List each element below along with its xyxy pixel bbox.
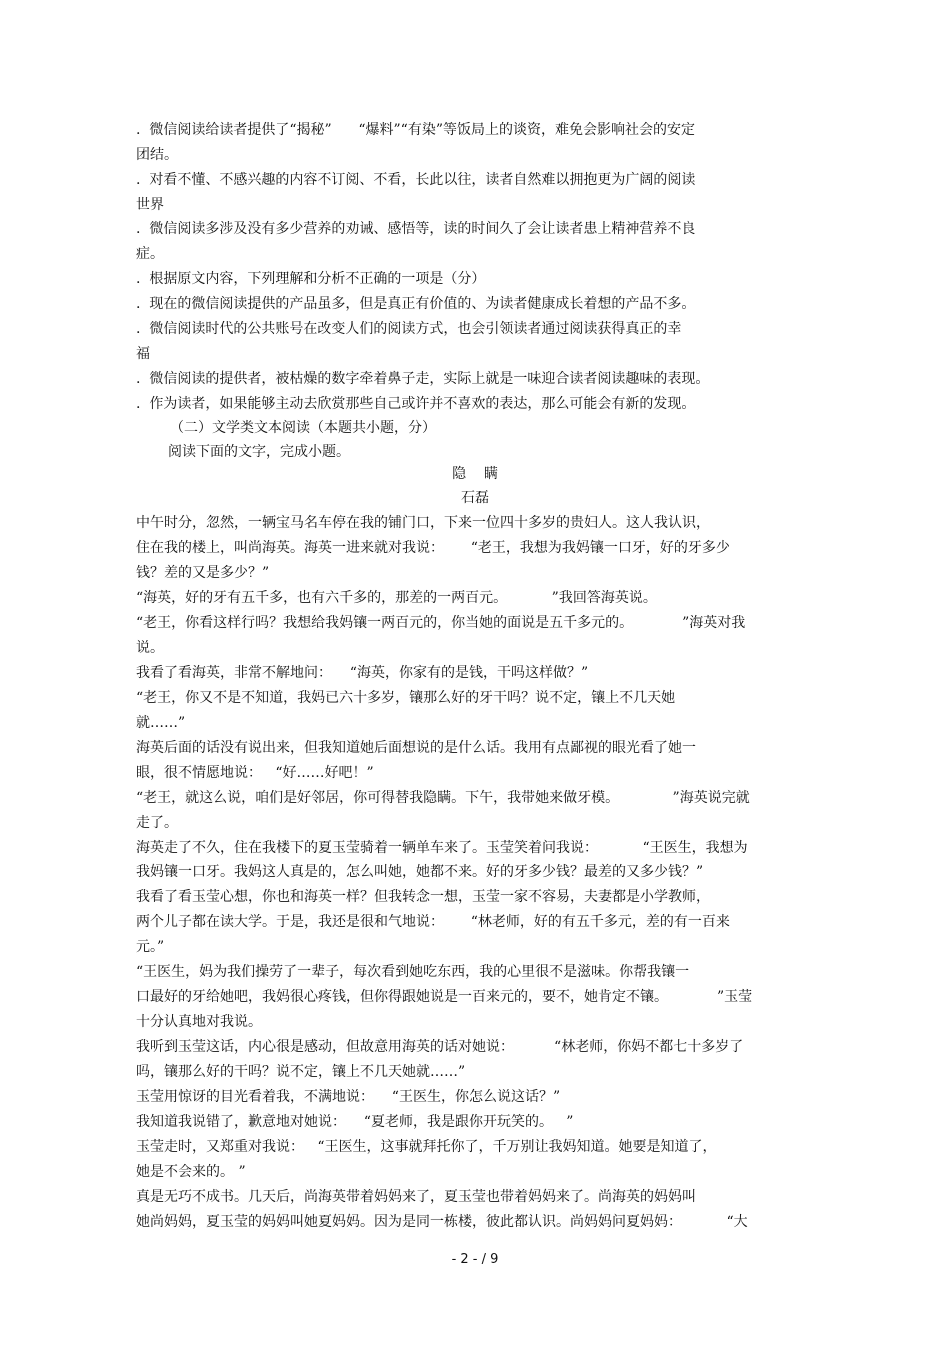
text-line: 她是不会来的。 ” bbox=[136, 1164, 246, 1180]
text-line: 隐 瞒 bbox=[452, 466, 498, 482]
text-line: 元。” bbox=[136, 939, 165, 955]
text-line: 走了。 bbox=[136, 815, 178, 831]
text-line: “王医生，妈为我们操劳了一辈子，每次看到她吃东西，我的心里很不是滋味。你帮我镶一 bbox=[136, 964, 690, 980]
text-line: 我听到玉莹这话，内心很是感动，但故意用海英的话对她说： “林老师，你妈不都七十多岁了 bbox=[136, 1039, 744, 1055]
text-line: 玉莹走时，又郑重对我说： “王医生，这事就拜托你了，千万别让我妈知道。她要是知道了， bbox=[136, 1139, 717, 1155]
text-line: 团结。 bbox=[136, 147, 178, 163]
text-line: . 现在的微信阅读提供的产品虽多，但是真正有价值的、为读者健康成长着想的产品不多。 bbox=[136, 296, 696, 312]
text-line: 住在我的楼上，叫尚海英。海英一进来就对我说： “老王，我想为我妈镶一口牙，好的牙多少 bbox=[136, 540, 730, 556]
text-line: 眼，很不情愿地说： “好……好吧！” bbox=[136, 765, 374, 781]
text-line: 十分认真地对我说。 bbox=[136, 1014, 262, 1030]
text-line: 海英走了不久，住在我楼下的夏玉莹骑着一辆单车来了。玉莹笑着问我说： “王医生，我想为 bbox=[136, 840, 748, 856]
text-line: . 对看不懂、不感兴趣的内容不订阅、不看，长此以往，读者自然难以拥抱更为广阔的阅读 bbox=[136, 172, 696, 188]
text-line: 我看了看玉莹心想，你也和海英一样？但我转念一想，玉莹一家不容易，夫妻都是小学教师， bbox=[136, 889, 710, 905]
text-line: （二）文学类文本阅读（本题共小题，分） bbox=[170, 420, 436, 436]
text-line: 口最好的牙给她吧，我妈很心疼钱，但你得跟她说是一百来元的，要不，她肯定不镶。 ”玉莹 bbox=[136, 989, 753, 1005]
text-line: 真是无巧不成书。几天后，尚海英带着妈妈来了，夏玉莹也带着妈妈来了。尚海英的妈妈叫 bbox=[136, 1189, 696, 1205]
text-line: “老王，你又不是不知道，我妈已六十多岁，镶那么好的牙干吗？说不定，镶上不几天她 bbox=[136, 690, 676, 706]
text-line: “老王，就这么说，咱们是好邻居，你可得替我隐瞒。下午，我带她来做牙模。 ”海英说完就 bbox=[136, 790, 750, 806]
text-line: 阅读下面的文字，完成小题。 bbox=[168, 444, 350, 460]
text-line: 她尚妈妈，夏玉莹的妈妈叫她夏妈妈。因为是同一栋楼，彼此都认识。尚妈妈问夏妈妈： “大 bbox=[136, 1214, 748, 1230]
text-line: 吗，镶那么好的干吗？说不定，镶上不几天她就……” bbox=[136, 1064, 466, 1080]
text-line: “老王，你看这样行吗？我想给我妈镶一两百元的，你当她的面说是五千多元的。 ”海英对我 bbox=[136, 615, 746, 631]
text-line: . 微信阅读时代的公共账号在改变人们的阅读方式，也会引领读者通过阅读获得真正的幸 bbox=[136, 321, 682, 337]
text-line: . 根据原文内容，下列理解和分析不正确的一项是（分） bbox=[136, 271, 486, 287]
text-line: 我看了看海英，非常不解地问： “海英，你家有的是钱，干吗这样做？” bbox=[136, 665, 589, 681]
text-line: 钱？差的又是多少？” bbox=[136, 565, 270, 581]
text-line: 中午时分，忽然，一辆宝马名车停在我的铺门口，下来一位四十多岁的贵妇人。这人我认识， bbox=[136, 515, 710, 531]
text-line: 玉莹用惊讶的目光看着我，不满地说： “王医生，你怎么说这话？” bbox=[136, 1089, 561, 1105]
text-line: “海英，好的牙有五千多，也有六千多的，那差的一两百元。 ”我回答海英说。 bbox=[136, 590, 657, 606]
text-line: 症。 bbox=[136, 246, 164, 262]
text-line: . 微信阅读的提供者，被枯燥的数字牵着鼻子走，实际上就是一味迎合读者阅读趣味的表现。 bbox=[136, 371, 710, 387]
text-line: . 微信阅读给读者提供了“揭秘” “爆料”“有染”等饭局上的谈资，难免会影响社会的安定 bbox=[136, 122, 695, 138]
text-line: 福 bbox=[136, 346, 150, 362]
text-line: 世界 bbox=[136, 197, 164, 213]
text-line: 说。 bbox=[136, 640, 164, 656]
text-line: 我妈镶一口牙。我妈这人真是的，怎么叫她，她都不来。好的牙多少钱？最差的又多少钱？” bbox=[136, 864, 704, 880]
text-line: 我知道我说错了，歉意地对她说： “夏老师，我是跟你开玩笑的。 ” bbox=[136, 1114, 574, 1130]
text-line: 就……” bbox=[136, 715, 186, 731]
text-line: . 微信阅读多涉及没有多少营养的劝诫、感悟等，读的时间久了会让读者患上精神营养不良 bbox=[136, 221, 696, 237]
text-line: 石磊 bbox=[461, 490, 489, 506]
text-line: 海英后面的话没有说出来，但我知道她后面想说的是什么话。我用有点鄙视的眼光看了她一 bbox=[136, 740, 696, 756]
page-number: - 2 - / 9 bbox=[451, 1252, 499, 1267]
text-line: . 作为读者，如果能够主动去欣赏那些自己或许并不喜欢的表达，那么可能会有新的发现。 bbox=[136, 396, 696, 412]
text-line: 两个儿子都在读大学。于是，我还是很和气地说： “林老师，好的有五千多元，差的有一百来 bbox=[136, 914, 730, 930]
